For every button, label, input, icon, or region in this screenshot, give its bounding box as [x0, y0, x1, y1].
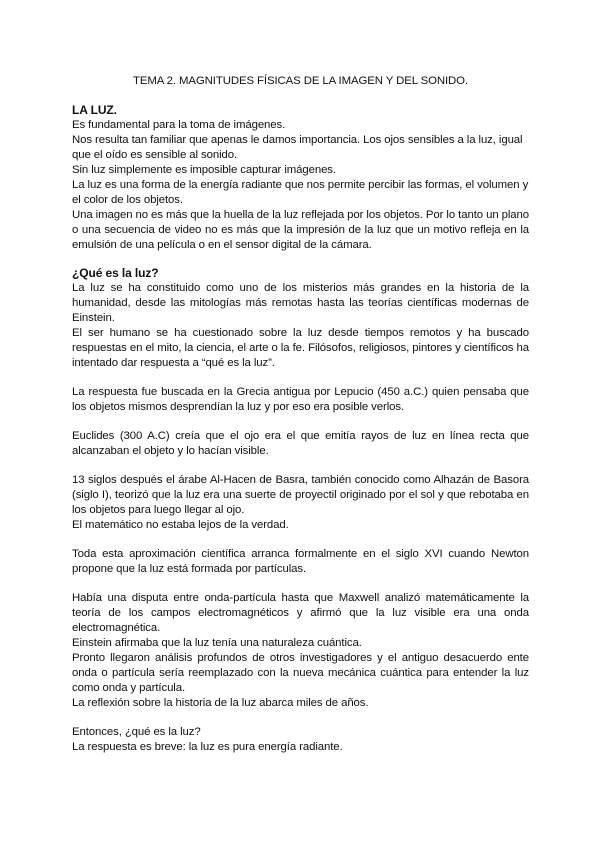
paragraph: Einstein afirmaba que la luz tenía una naturaleza cuántica.: [72, 637, 362, 649]
paragraph: Una imagen no es más que la huella de la luz reflejada por los objetos. Por lo tanto un plano o una secuencia de video no es más que la impresión de la luz que un motivo refleja en la emulsión de una película o en el sensor digital de la cámara.: [72, 209, 529, 251]
document-content: [72, 74, 529, 755]
paragraph: La reflexión sobre la historia de la luz abarca miles de años.: [72, 697, 369, 709]
paragraph: Euclides (300 A.C) creía que el ojo era el que emitía rayos de luz en línea recta que alcanzaban el objeto y lo hacían visible.: [72, 430, 529, 457]
paragraph: El matemático no estaba lejos de la verdad.: [72, 519, 289, 531]
section-heading-que-es-la-luz: ¿Qué es la luz?: [72, 266, 159, 280]
paragraph: Pronto llegaron análisis profundos de otros investigadores y el antiguo desacuerdo ente onda o partícula sería reemplazado con la nueva mecánica cuántica para entender la luz como onda y partícula.: [72, 652, 529, 694]
paragraph: Había una disputa entre onda-partícula hasta que Maxwell analizó matemáticamente la teoría de los campos electromagnéticos y afirmó que la luz visible era una onda electromagnética.: [72, 592, 529, 634]
paragraph: Es fundamental para la toma de imágenes.: [72, 119, 286, 131]
paragraph: El ser humano se ha cuestionado sobre la luz desde tiempos remotos y ha buscado respuestas en el mito, la ciencia, el arte o la fe. Filósofos, religiosos, pintores y científicos ha intentado dar respuesta a “qué es la luz”.: [72, 327, 529, 369]
paragraph: Entonces, ¿qué es la luz?: [72, 726, 201, 738]
paragraph: La respuesta es breve: la luz es pura energía radiante.: [72, 741, 343, 753]
section-heading-la-luz: LA LUZ.: [72, 103, 117, 117]
paragraph: La luz es una forma de la energía radiante que nos permite percibir las formas, el volumen y el color de los objetos.: [72, 179, 529, 206]
paragraph: 13 siglos después el árabe Al-Hacen de Basra, también conocido como Alhazán de Basora (siglo I), teorizó que la luz era una suerte de proyectil originado por el sol y que rebotaba en los objetos para luego llegar al ojo.: [72, 474, 529, 516]
paragraph: La luz se ha constituido como uno de los misterios más grandes en la historia de la humanidad, desde las mitologías más remotas hasta las teorías científicas modernas de Einstein.: [72, 282, 529, 324]
paragraph: La respuesta fue buscada en la Grecia antigua por Lepucio (450 a.C.) quien pensaba que los objetos mismos desprendían la luz y por eso era posible verlos.: [72, 386, 529, 413]
paragraph: Nos resulta tan familiar que apenas le damos importancia. Los ojos sensibles a la luz, igual que el oído es sensible al sonido.: [72, 134, 523, 161]
paragraph: Sin luz simplemente es imposible capturar imágenes.: [72, 164, 336, 176]
document-title: TEMA 2. MAGNITUDES FÍSICAS DE LA IMAGEN Y DEL SONIDO.: [132, 75, 469, 87]
paragraph: Toda esta aproximación científica arranca formalmente en el siglo XVI cuando Newton propone que la luz está formada por partículas.: [72, 548, 529, 575]
